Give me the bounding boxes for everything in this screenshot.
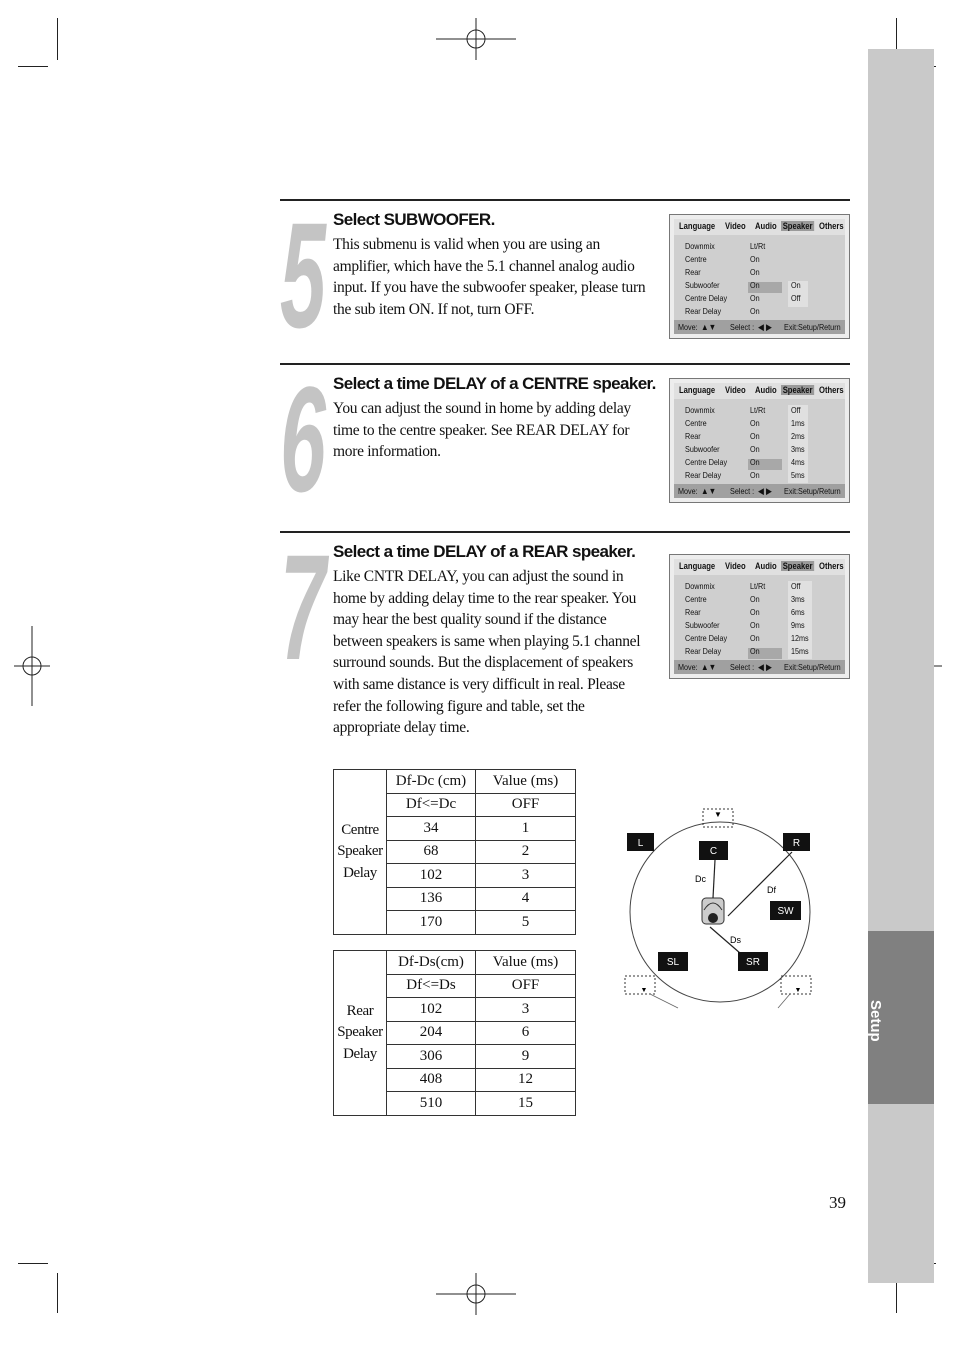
osd-sub-option: 1ms	[791, 418, 805, 428]
osd-value: On	[750, 607, 760, 617]
osd-item: Subwoofer	[685, 620, 720, 630]
osd-footer-exit: Exit:Setup/Return	[784, 662, 841, 672]
osd-value: Lt/Rt	[750, 405, 766, 415]
table-cell: 136	[387, 887, 476, 911]
osd-sub-option: 15ms	[791, 646, 809, 656]
side-label-line: Speaker	[337, 843, 383, 859]
osd-item: Centre	[685, 254, 707, 264]
crop-mark	[18, 66, 48, 67]
table-cell: 4	[476, 887, 576, 911]
osd-value: On	[750, 293, 760, 303]
osd-sub-option: 12ms	[791, 633, 809, 643]
step-divider	[280, 531, 850, 533]
osd-sub-option: 4ms	[791, 457, 805, 467]
step-number: 5	[280, 191, 326, 359]
osd-tab: Language	[679, 561, 716, 571]
df-label: Df	[767, 885, 776, 895]
side-label-line: Delay	[343, 1045, 377, 1062]
osd-item: Rear Delay	[685, 470, 722, 480]
osd-footer-move: Move:	[678, 662, 698, 672]
osd-sub-option: 3ms	[791, 594, 805, 604]
dc-label: Dc	[695, 874, 706, 884]
table-cell: 102	[387, 998, 476, 1022]
table-cell: OFF	[476, 793, 576, 817]
osd-value: On	[750, 306, 760, 316]
step-body: This submenu is valid when you are using an amplifier, which have the 5.1 channel analog audio input. If you have the subwoofer speaker, please turn the sub item ON. If not, turn OFF.	[333, 236, 646, 318]
osd-item: Subwoofer	[685, 280, 720, 290]
table-cell: 408	[387, 1068, 476, 1092]
osd-tab-bar	[674, 559, 845, 575]
table-cell: 12	[476, 1068, 576, 1092]
up-down-arrow-icon: ▲▼	[701, 662, 717, 672]
side-label-line: Rear	[346, 1002, 374, 1019]
speaker-placement-diagram	[620, 800, 820, 1010]
osd-item: Subwoofer	[685, 444, 720, 454]
osd-footer-exit: Exit:Setup/Return	[784, 322, 841, 332]
osd-sub-option: Off	[791, 293, 801, 303]
table-cell: 170	[387, 911, 476, 935]
osd-item: Rear	[685, 431, 701, 441]
osd-tab: Audio	[755, 385, 777, 395]
osd-footer-move: Move:	[678, 322, 698, 332]
table-cell: 34	[387, 817, 476, 841]
osd-sub-option: 9ms	[791, 620, 805, 630]
osd-item: Centre	[685, 594, 707, 604]
side-label-line: Centre	[341, 821, 379, 838]
osd-tab: Video	[725, 561, 746, 571]
centre-delay-table	[333, 769, 576, 935]
osd-footer-select: Select :	[730, 322, 755, 332]
table-side-label	[334, 770, 387, 935]
table-cell: 2	[476, 840, 576, 864]
arrow-down-icon: ▼	[794, 987, 802, 994]
table-cell: 3	[476, 864, 576, 888]
table-header: Df-Ds(cm)	[387, 951, 476, 975]
table-cell: 68	[387, 840, 476, 864]
rear-delay-table	[333, 950, 576, 1116]
table-cell: 102	[387, 864, 476, 888]
osd-menu-centre-delay	[669, 378, 850, 503]
step-title: Select SUBWOOFER.	[333, 210, 495, 229]
dc-line	[713, 860, 715, 898]
step-body: You can adjust the sound in home by adding delay time to the centre speaker. See REAR DELAY for more information.	[333, 400, 631, 461]
up-down-arrow-icon: ▲▼	[701, 486, 717, 496]
registration-mark-left	[14, 626, 50, 706]
osd-footer	[674, 320, 845, 334]
osd-tab: Video	[725, 221, 746, 231]
osd-tab: Language	[679, 221, 716, 231]
osd-tab: Audio	[755, 221, 777, 231]
osd-footer-select: Select :	[730, 486, 755, 496]
left-right-arrow-icon: ◀ ▶	[758, 322, 772, 332]
registration-mark-top	[436, 18, 516, 60]
osd-tab: Audio	[755, 561, 777, 571]
osd-tab: Others	[819, 385, 844, 395]
osd-value: On	[750, 633, 760, 643]
osd-footer-exit: Exit:Setup/Return	[784, 486, 841, 496]
osd-sub-option: Off	[791, 581, 801, 591]
osd-sub-option: 5ms	[791, 470, 805, 480]
osd-tab-selected: Speaker	[782, 561, 813, 571]
table-header: Value (ms)	[476, 770, 576, 794]
step-number: 7	[280, 523, 326, 691]
osd-value: Lt/Rt	[750, 241, 766, 251]
side-label-line: Speaker	[337, 1024, 383, 1040]
osd-tab-selected: Speaker	[782, 385, 813, 395]
osd-item: Centre Delay	[685, 457, 728, 467]
crop-mark	[57, 18, 58, 60]
osd-footer-move: Move:	[678, 486, 698, 496]
left-right-arrow-icon: ◀ ▶	[758, 486, 772, 496]
osd-menu-rear-delay	[669, 554, 850, 679]
osd-value: On	[750, 418, 760, 428]
section-tab-label: Setup	[867, 1000, 884, 1042]
speaker-l-label: L	[637, 838, 644, 849]
listener-icon	[702, 898, 724, 924]
page-number: 39	[829, 1193, 846, 1212]
crop-mark	[18, 1263, 48, 1264]
table-cell: 15	[476, 1092, 576, 1116]
osd-item: Centre Delay	[685, 293, 728, 303]
osd-menu-subwoofer	[669, 214, 850, 339]
osd-sub-option: 3ms	[791, 444, 805, 454]
osd-footer	[674, 660, 845, 674]
osd-sub-option: On	[791, 280, 801, 290]
osd-tab: Video	[725, 385, 746, 395]
speaker-sl-label: SL	[666, 957, 680, 968]
osd-tab: Others	[819, 561, 844, 571]
registration-mark-bottom	[436, 1273, 516, 1315]
step-title: Select a time DELAY of a CENTRE speaker.	[333, 374, 656, 393]
step-title: Select a time DELAY of a REAR speaker.	[333, 542, 636, 561]
speaker-sw-label: SW	[777, 906, 794, 917]
osd-value: On	[750, 457, 760, 467]
speaker-c-label: C	[709, 846, 718, 857]
osd-value: On	[750, 431, 760, 441]
arrow-down-icon: ▼	[640, 987, 648, 994]
table-cell: 3	[476, 998, 576, 1022]
table-header: Value (ms)	[476, 951, 576, 975]
osd-sub-option: 6ms	[791, 607, 805, 617]
table-cell: 5	[476, 911, 576, 935]
osd-tab-bar	[674, 383, 845, 399]
table-cell: Df<=Ds	[387, 974, 476, 998]
osd-footer	[674, 484, 845, 498]
left-right-arrow-icon: ◀ ▶	[758, 662, 772, 672]
osd-value: On	[750, 267, 760, 277]
arrow-down-icon: ▼	[714, 810, 722, 819]
osd-item: Downmix	[685, 581, 715, 591]
osd-item: Downmix	[685, 405, 715, 415]
osd-sub-option: 2ms	[791, 431, 805, 441]
table-cell: Df<=Dc	[387, 793, 476, 817]
osd-item: Rear	[685, 607, 701, 617]
osd-value: On	[750, 594, 760, 604]
ds-label: Ds	[730, 935, 741, 945]
up-down-arrow-icon: ▲▼	[701, 322, 717, 332]
osd-item: Centre	[685, 418, 707, 428]
table-cell: 9	[476, 1045, 576, 1069]
osd-value: On	[750, 470, 760, 480]
table-cell: 510	[387, 1092, 476, 1116]
osd-sub-option: Off	[791, 405, 801, 415]
osd-value: On	[750, 646, 760, 656]
osd-item: Rear	[685, 267, 701, 277]
osd-tab: Language	[679, 385, 716, 395]
osd-value: On	[750, 280, 760, 290]
osd-item: Rear Delay	[685, 306, 722, 316]
step-body: Like CNTR DELAY, you can adjust the sound in home by adding delay time to the rear speaker. You may hear the best quality sound if the distance between speakers is same when playing 5.1 channel surround sounds. But the displacement of speakers with same distance is very difficult in real. Please refer the following figure and table, set the appropriate delay time.	[333, 568, 641, 737]
table-header: Df-Dc (cm)	[387, 770, 476, 794]
osd-tab-selected: Speaker	[782, 221, 813, 231]
osd-tab: Others	[819, 221, 844, 231]
osd-value: On	[750, 254, 760, 264]
side-label-line: Delay	[343, 864, 377, 881]
osd-value: Lt/Rt	[750, 581, 766, 591]
table-cell: 306	[387, 1045, 476, 1069]
osd-item: Centre Delay	[685, 633, 728, 643]
table-cell: 204	[387, 1021, 476, 1045]
table-cell: 6	[476, 1021, 576, 1045]
osd-item: Downmix	[685, 241, 715, 251]
table-cell: OFF	[476, 974, 576, 998]
speaker-r-label: R	[792, 838, 801, 849]
step-divider	[280, 363, 850, 365]
step-number: 6	[280, 355, 326, 523]
osd-value: On	[750, 620, 760, 630]
osd-item: Rear Delay	[685, 646, 722, 656]
osd-footer-select: Select :	[730, 662, 755, 672]
osd-tab-bar	[674, 219, 845, 235]
guide-line	[650, 994, 678, 1008]
step-divider	[280, 199, 850, 201]
table-side-label	[334, 951, 387, 1116]
speaker-sr-label: SR	[746, 957, 760, 968]
guide-line	[778, 994, 790, 1008]
table-cell: 1	[476, 817, 576, 841]
crop-mark	[57, 1273, 58, 1313]
osd-value: On	[750, 444, 760, 454]
